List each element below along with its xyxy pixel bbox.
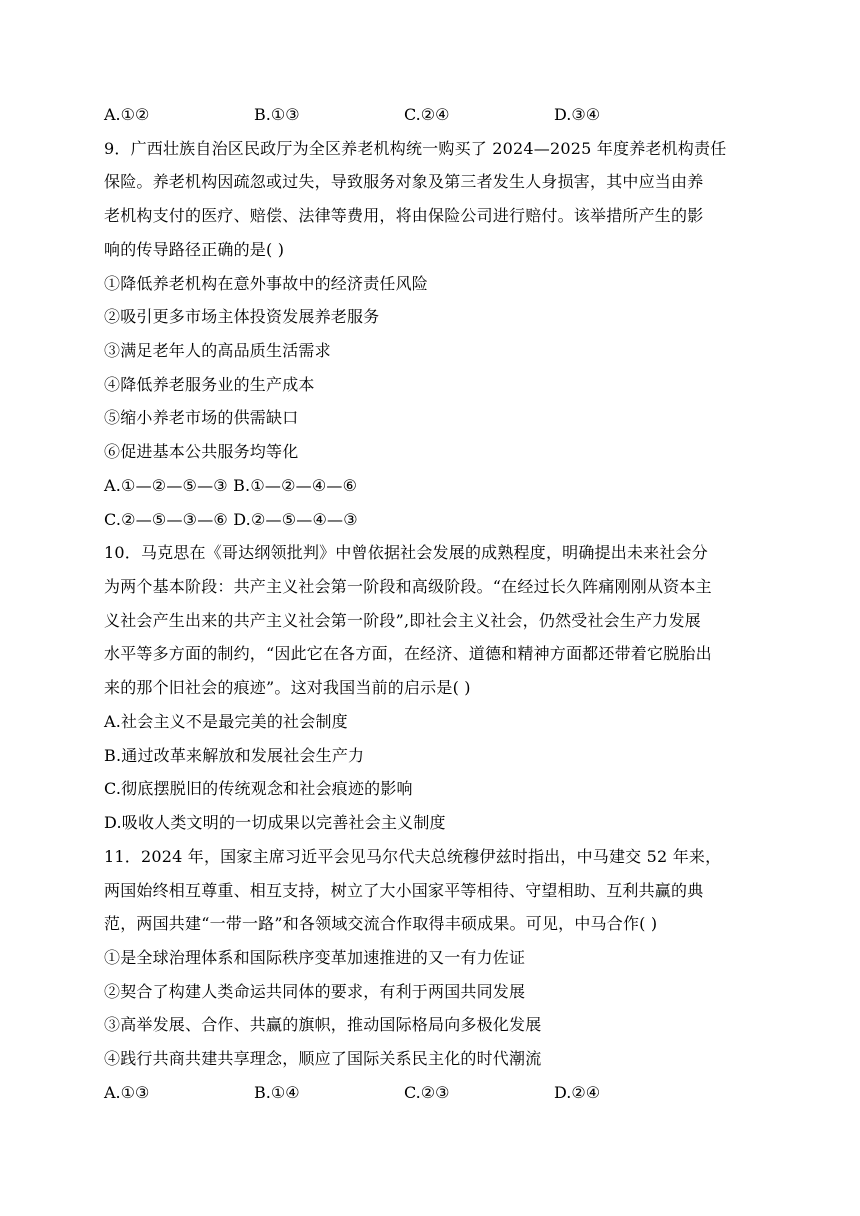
- q11-item-3: ③高举发展、合作、共赢的旗帜，推动国际格局向多极化发展: [104, 1015, 542, 1034]
- q9-stem-line: 9．广西壮族自治区民政厅为全区养老机构统一购买了 2024—2025 年度养老机构责任: [104, 139, 727, 158]
- q9-stem-line: 响的传导路径正确的是( ): [104, 240, 285, 259]
- q10-stem-line: 水平等多方面的制约，“因此它在各方面，在经济、道德和精神方面都还带着它脱胎出: [104, 644, 712, 663]
- q11-option-b[interactable]: B.①④: [254, 1083, 300, 1102]
- q10-stem-line: 义社会产生出来的共产主义社会第一阶段”,即社会主义社会，仍然受社会生产力发展: [104, 611, 701, 630]
- q10-stem-line: 为两个基本阶段：共产主义社会第一阶段和高级阶段。“在经过长久阵痛刚刚从资本主: [104, 577, 712, 596]
- q8-option-c[interactable]: C.②④: [404, 105, 450, 124]
- q10-option-b[interactable]: B.通过改革来解放和发展社会生产力: [104, 746, 365, 765]
- q11-option-d[interactable]: D.②④: [554, 1083, 601, 1102]
- q10-option-a[interactable]: A.社会主义不是最完美的社会制度: [104, 712, 348, 731]
- q9-item-3: ③满足老年人的高品质生活需求: [104, 341, 331, 360]
- q8-option-a[interactable]: A.①②: [104, 105, 150, 124]
- q11-item-4: ④践行共商共建共享理念，顺应了国际关系民主化的时代潮流: [104, 1049, 542, 1068]
- q11-item-1: ①是全球治理体系和国际秩序变革加速推进的又一有力佐证: [104, 948, 526, 967]
- q10-stem-line: 来的那个旧社会的痕迹”。这对我国当前的启示是( ): [104, 678, 471, 697]
- q9-options-ab[interactable]: A.①—②—⑤—③ B.①—②—④—⑥: [104, 476, 358, 495]
- q11-stem-line: 范，两国共建“一带一路”和各领域交流合作取得丰硕成果。可见，中马合作( ): [104, 914, 658, 933]
- q9-item-5: ⑤缩小养老市场的供需缺口: [104, 408, 299, 427]
- q9-item-2: ②吸引更多市场主体投资发展养老服务: [104, 307, 380, 326]
- q11-stem-line: 两国始终相互尊重、相互支持，树立了大小国家平等相待、守望相助、互利共赢的典: [104, 881, 704, 900]
- q8-option-b[interactable]: B.①③: [254, 105, 300, 124]
- q10-option-c[interactable]: C.彻底摆脱旧的传统观念和社会痕迹的影响: [104, 779, 413, 798]
- q8-option-d[interactable]: D.③④: [554, 105, 601, 124]
- q10-stem-line: 10．马克思在《哥达纲领批判》中曾依据社会发展的成熟程度，明确提出未来社会分: [104, 543, 708, 562]
- q9-options-cd[interactable]: C.②—⑤—③—⑥ D.②—⑤—④—③: [104, 510, 358, 529]
- q9-stem-line: 老机构支付的医疗、赔偿、法律等费用，将由保险公司进行赔付。该举措所产生的影: [104, 206, 704, 225]
- q9-stem-line: 保险。养老机构因疏忽或过失，导致服务对象及第三者发生人身损害，其中应当由养: [104, 172, 704, 191]
- q11-option-c[interactable]: C.②③: [404, 1083, 450, 1102]
- q9-item-6: ⑥促进基本公共服务均等化: [104, 442, 299, 461]
- q11-stem-line: 11．2024 年，国家主席习近平会见马尔代夫总统穆伊兹时指出，中马建交 52 年来，: [104, 847, 722, 866]
- q9-item-1: ①降低养老机构在意外事故中的经济责任风险: [104, 274, 429, 293]
- q11-item-2: ②契合了构建人类命运共同体的要求，有利于两国共同发展: [104, 982, 526, 1001]
- q10-option-d[interactable]: D.吸收人类文明的一切成果以完善社会主义制度: [104, 813, 446, 832]
- q11-option-a[interactable]: A.①③: [104, 1083, 150, 1102]
- q9-item-4: ④降低养老服务业的生产成本: [104, 375, 315, 394]
